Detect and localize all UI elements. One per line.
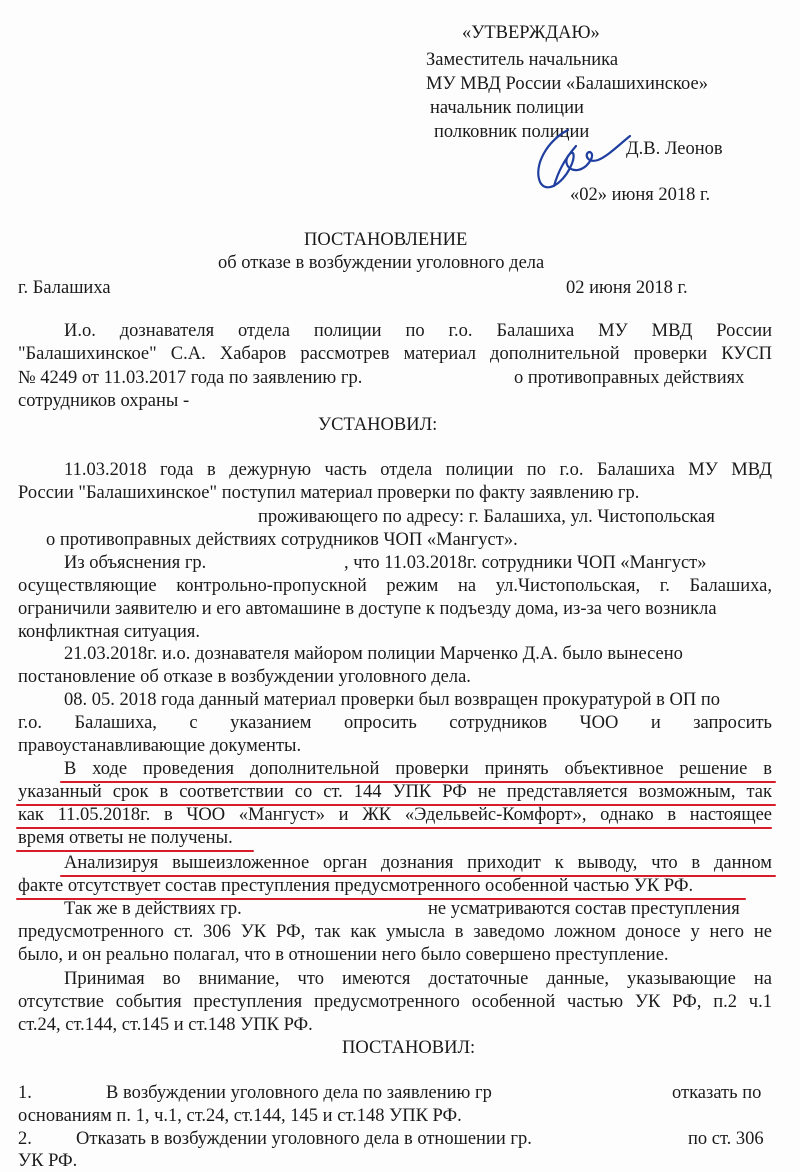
paragraph-line: г.о. Балашиха, с указанием опросить сотрудников ЧОО и запросить — [18, 713, 772, 733]
approval-date: «02» июня 2018 г. — [570, 185, 711, 205]
approval-organization: МУ МВД России «Балашихинское» — [426, 74, 708, 94]
intro-line: № 4249 от 11.03.2017 года по заявлению гр. — [18, 368, 363, 388]
highlighted-line: В ходе проведения дополнительной проверки принять объективное решение в — [64, 759, 772, 779]
intro-line: "Балашихинское" С.А. Хабаров рассмотрев материал дополнительной проверки КУСП — [18, 344, 772, 364]
paragraph-line: о противоправных действиях сотрудников ЧОП «Мангуст». — [46, 530, 518, 550]
document-title: ПОСТАНОВЛЕНИЕ — [304, 230, 468, 250]
paragraph-line: правоустанавливающие документы. — [18, 736, 302, 756]
paragraph-line: Из объяснения гр. — [64, 553, 207, 573]
paragraph-line: России "Балашихинское" поступил материал проверки по факту заявлению гр. — [18, 483, 640, 503]
approval-name: Д.В. Леонов — [626, 139, 723, 159]
paragraph-line: предусмотренного ст. 306 УК РФ, так как умысла в заведомо ложном доносе у него не — [18, 922, 772, 942]
document-subtitle: об отказе в возбуждении уголовного дела — [218, 253, 545, 273]
document-date: 02 июня 2018 г. — [566, 278, 688, 298]
approval-position: Заместитель начальника — [426, 50, 619, 70]
section-heading-established: УСТАНОВИЛ: — [318, 415, 438, 435]
highlighted-line: как 11.05.2018г. в ЧОО «Мангуст» и ЖК «Эдельвейс-Комфорт», однако в настоящее — [18, 805, 772, 825]
paragraph-line: 08. 05. 2018 года данный материал проверки был возвращен прокуратурой в ОП по — [64, 690, 720, 710]
section-heading-resolved: ПОСТАНОВИЛ: — [342, 1038, 476, 1058]
paragraph-line: , что 11.03.2018г. сотрудники ЧОП «Мангуст» — [344, 553, 707, 573]
item-number: 2. — [18, 1129, 32, 1149]
item-line: Отказать в возбуждении уголовного дела в отношении гр. — [76, 1129, 532, 1149]
item-line: УК РФ. — [18, 1151, 78, 1171]
paragraph-line: было, и он реально полагал, что в отношении него было совершено преступление. — [18, 945, 669, 965]
item-line: по ст. 306 — [688, 1129, 764, 1149]
paragraph-line: Так же в действиях гр. — [64, 899, 242, 919]
paragraph-line: не усматриваются состав преступления — [428, 899, 740, 919]
paragraph-line: осуществляющие контрольно-пропускной режим на ул.Чистопольская, г. Балашиха, — [18, 576, 772, 596]
paragraph-line: конфликтная ситуация. — [18, 622, 201, 642]
item-line: отказать по — [672, 1083, 762, 1103]
highlighted-line: факте отсутствует состав преступления предусмотренного особенной частью УК РФ. — [18, 876, 694, 896]
paragraph-line: отсутствие события преступления предусмотренного особенной частью УК РФ, п.2 ч.1 — [18, 992, 772, 1012]
approval-heading: «УТВЕРЖДАЮ» — [462, 23, 600, 43]
paragraph-line: 11.03.2018 года в дежурную часть отдела полиции по г.о. Балашиха МУ МВД — [64, 460, 772, 480]
item-number: 1. — [18, 1083, 32, 1103]
item-line: В возбуждении уголовного дела по заявлению гр — [106, 1083, 492, 1103]
paragraph-line: проживающего по адресу: г. Балашиха, ул. Чистопольская — [258, 507, 715, 527]
paragraph-line: Принимая во внимание, что имеются достаточные данные, указывающие на — [64, 969, 772, 989]
intro-line: о противоправных действиях — [514, 368, 745, 388]
paragraph-line: ст.24, ст.144, ст.145 и ст.148 УПК РФ. — [18, 1015, 313, 1035]
approval-role: начальник полиции — [430, 98, 584, 118]
highlighted-line: указанный срок в соответствии со ст. 144 УПК РФ не представляется возможным, так — [18, 782, 772, 802]
approval-rank: полковник полиции — [434, 122, 590, 142]
paragraph-line: ограничили заявителю и его автомашине в доступе к подъезду дома, из-за чего возникла — [18, 599, 717, 619]
intro-line: сотрудников охраны - — [18, 391, 190, 411]
document-place: г. Балашиха — [18, 278, 111, 298]
item-line: основаниям п. 1, ч.1, ст.24, ст.144, 145 и ст.148 УПК РФ. — [18, 1106, 462, 1126]
paragraph-line: 21.03.2018г. и.о. дознавателя майором полиции Марченко Д.А. было вынесено — [64, 644, 683, 664]
highlighted-line: Анализируя вышеизложенное орган дознания приходит к выводу, что в данном — [64, 853, 772, 873]
intro-line: И.о. дознавателя отдела полиции по г.о. Балашиха МУ МВД России — [64, 321, 772, 341]
highlighted-line: время ответы не получены. — [18, 828, 233, 848]
paragraph-line: постановление об отказе в возбуждении уголовного дела. — [18, 667, 471, 687]
